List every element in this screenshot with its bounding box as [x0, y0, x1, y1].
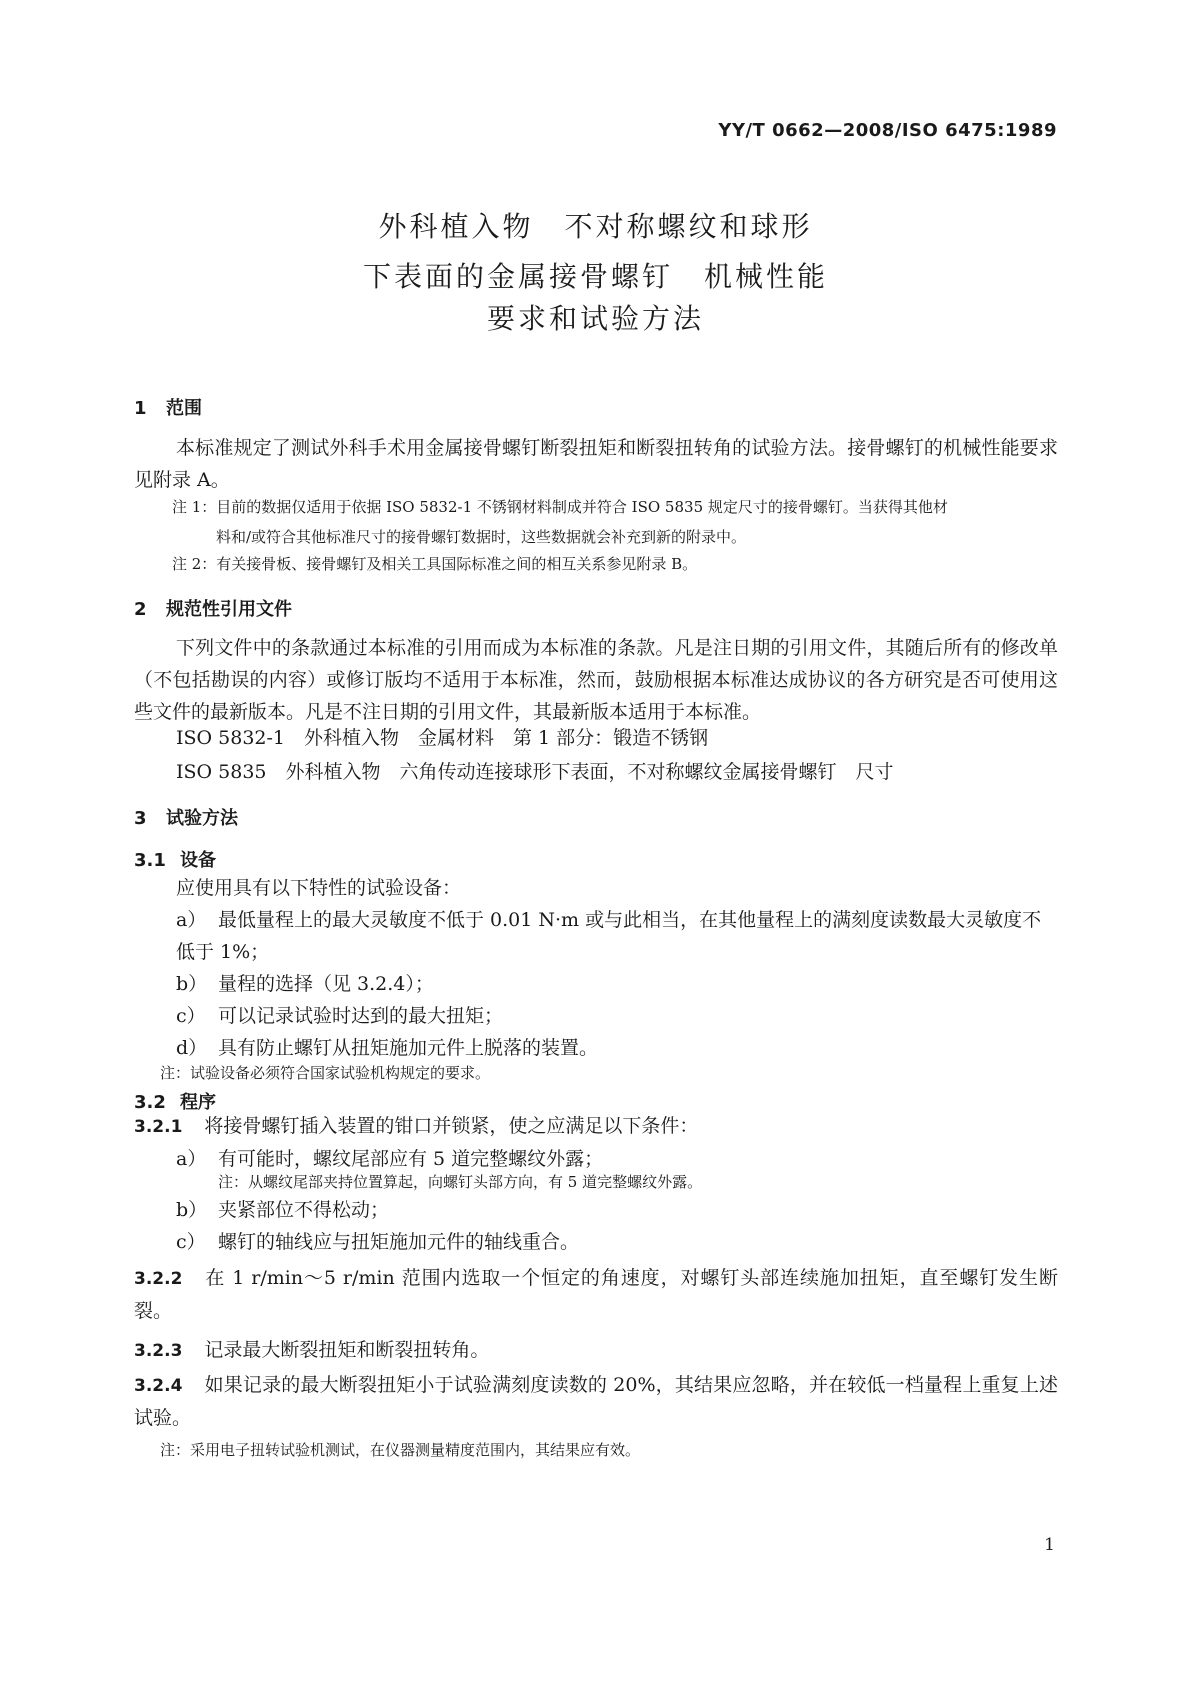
- procedure-note: 注：采用电子扭转试验机测试，在仪器测量精度范围内，其结果应有效。: [160, 1441, 641, 1459]
- equipment-item-b: [176, 968, 1058, 1000]
- reference-iso-5832-1: ISO 5832-1 外科植入物 金属材料 第 1 部分：锻造不锈钢: [176, 727, 709, 749]
- list-text: 有可能时，螺纹尾部应有 5 道完整螺纹外露；: [218, 1148, 604, 1170]
- page-number: 1: [1044, 1535, 1055, 1555]
- list-text: 夹紧部位不得松动；: [218, 1199, 390, 1221]
- list-text: 最低量程上的最大灵敏度不低于 0.01 N·m 或与此相当，在其他量程上的满刻度读数最大灵敏度不低于 1%；: [176, 909, 1042, 963]
- list-label: a）: [176, 1148, 207, 1170]
- section-1-heading: [134, 394, 202, 420]
- procedure-3-2-3: [134, 1334, 1058, 1367]
- reference-iso-5835: ISO 5835 外科植入物 六角传动连接球形下表面，不对称螺纹金属接骨螺钉 尺寸: [176, 761, 894, 783]
- section-number: 2: [134, 599, 147, 620]
- procedure-3-2-1: [134, 1110, 1058, 1143]
- section-2-paragraph: 下列文件中的条款通过本标准的引用而成为本标准的条款。凡是注日期的引用文件，其随后所有的修改单（不包括勘误的内容）或修订版均不适用于本标准，然而，鼓励根据本标准达成协议的各方研究是否可使用这些文件的最新版本。凡是不注日期的引用文件，其最新版本适用于本标准。: [134, 637, 1058, 723]
- list-text: 螺钉的轴线应与扭矩施加元件的轴线重合。: [218, 1231, 580, 1253]
- clause-text: 如果记录的最大断裂扭矩小于试验满刻度读数的 20%，其结果应忽略，并在较低一档量程上重复上述试验。: [134, 1374, 1058, 1429]
- list-label: c）: [176, 1005, 206, 1027]
- section-number: 1: [134, 398, 147, 419]
- subsection-title: 程序: [180, 1092, 216, 1113]
- list-label: a）: [176, 909, 207, 931]
- list-label: b）: [176, 973, 208, 995]
- section-number: 3: [134, 808, 147, 829]
- list-label: c）: [176, 1231, 206, 1253]
- note-line: 注 1：目前的数据仅适用于依据 ISO 5832-1 不锈钢材料制成并符合 ISO 5835 规定尺寸的接骨螺钉。当获得其他材: [172, 498, 948, 516]
- list-label: b）: [176, 1199, 208, 1221]
- list-text: 具有防止螺钉从扭矩施加元件上脱落的装置。: [218, 1037, 599, 1059]
- section-1-note-2: 注 2：有关接骨板、接骨螺钉及相关工具国际标准之间的相互关系参见附录 B。: [172, 555, 698, 573]
- section-2-heading: [134, 595, 292, 621]
- procedure-item-a-note: 注：从螺纹尾部夹持位置算起，向螺钉头部方向，有 5 道完整螺纹外露。: [218, 1173, 703, 1191]
- clause-number: 3.2.2: [134, 1269, 183, 1289]
- clause-number: 3.2.3: [134, 1341, 183, 1361]
- note-line: 料和/或符合其他标准尺寸的接骨螺钉数据时，这些数据就会补充到新的附录中。: [216, 528, 747, 546]
- section-1-paragraph: 本标准规定了测试外科手术用金属接骨螺钉断裂扭矩和断裂扭转角的试验方法。接骨螺钉的机械性能要求见附录 A。: [134, 437, 1058, 491]
- procedure-3-2-4: [134, 1369, 1058, 1434]
- clause-text: 将接骨螺钉插入装置的钳口并锁紧，使之应满足以下条件：: [204, 1115, 699, 1137]
- subsection-3-1-heading: [134, 846, 216, 872]
- title-line-1: 外科植入物 不对称螺纹和球形: [378, 210, 813, 243]
- equipment-item-a: [176, 904, 1058, 968]
- section-title: 规范性引用文件: [166, 599, 292, 620]
- clause-number: 3.2.1: [134, 1117, 183, 1137]
- equipment-item-c: [176, 1000, 1058, 1032]
- list-label: d）: [176, 1037, 208, 1059]
- section-1-note-1: [172, 492, 1058, 552]
- procedure-3-2-2: [134, 1262, 1058, 1327]
- section-3-heading: [134, 804, 238, 830]
- subsection-title: 设备: [180, 850, 216, 871]
- title-line-3: 要求和试验方法: [486, 302, 704, 335]
- standard-number-header: YY/T 0662—2008/ISO 6475:1989: [718, 120, 1057, 141]
- subsection-number: 3.2: [134, 1092, 166, 1113]
- title-line-2: 下表面的金属接骨螺钉 机械性能: [362, 260, 828, 293]
- list-text: 可以记录试验时达到的最大扭矩；: [218, 1005, 504, 1027]
- section-title: 范围: [166, 398, 202, 419]
- clause-text: 记录最大断裂扭矩和断裂扭转角。: [204, 1339, 490, 1361]
- equipment-intro: 应使用具有以下特性的试验设备：: [176, 877, 462, 899]
- clause-number: 3.2.4: [134, 1376, 183, 1396]
- subsection-number: 3.1: [134, 850, 166, 871]
- section-title: 试验方法: [166, 808, 238, 829]
- clause-text: 在 1 r/min～5 r/min 范围内选取一个恒定的角速度，对螺钉头部连续施加扭矩，直至螺钉发生断裂。: [134, 1267, 1058, 1322]
- list-text: 量程的选择（见 3.2.4）；: [218, 973, 434, 995]
- equipment-note: 注：试验设备必须符合国家试验机构规定的要求。: [160, 1064, 491, 1082]
- procedure-item-b: [176, 1194, 1058, 1226]
- procedure-item-c: [176, 1226, 1058, 1258]
